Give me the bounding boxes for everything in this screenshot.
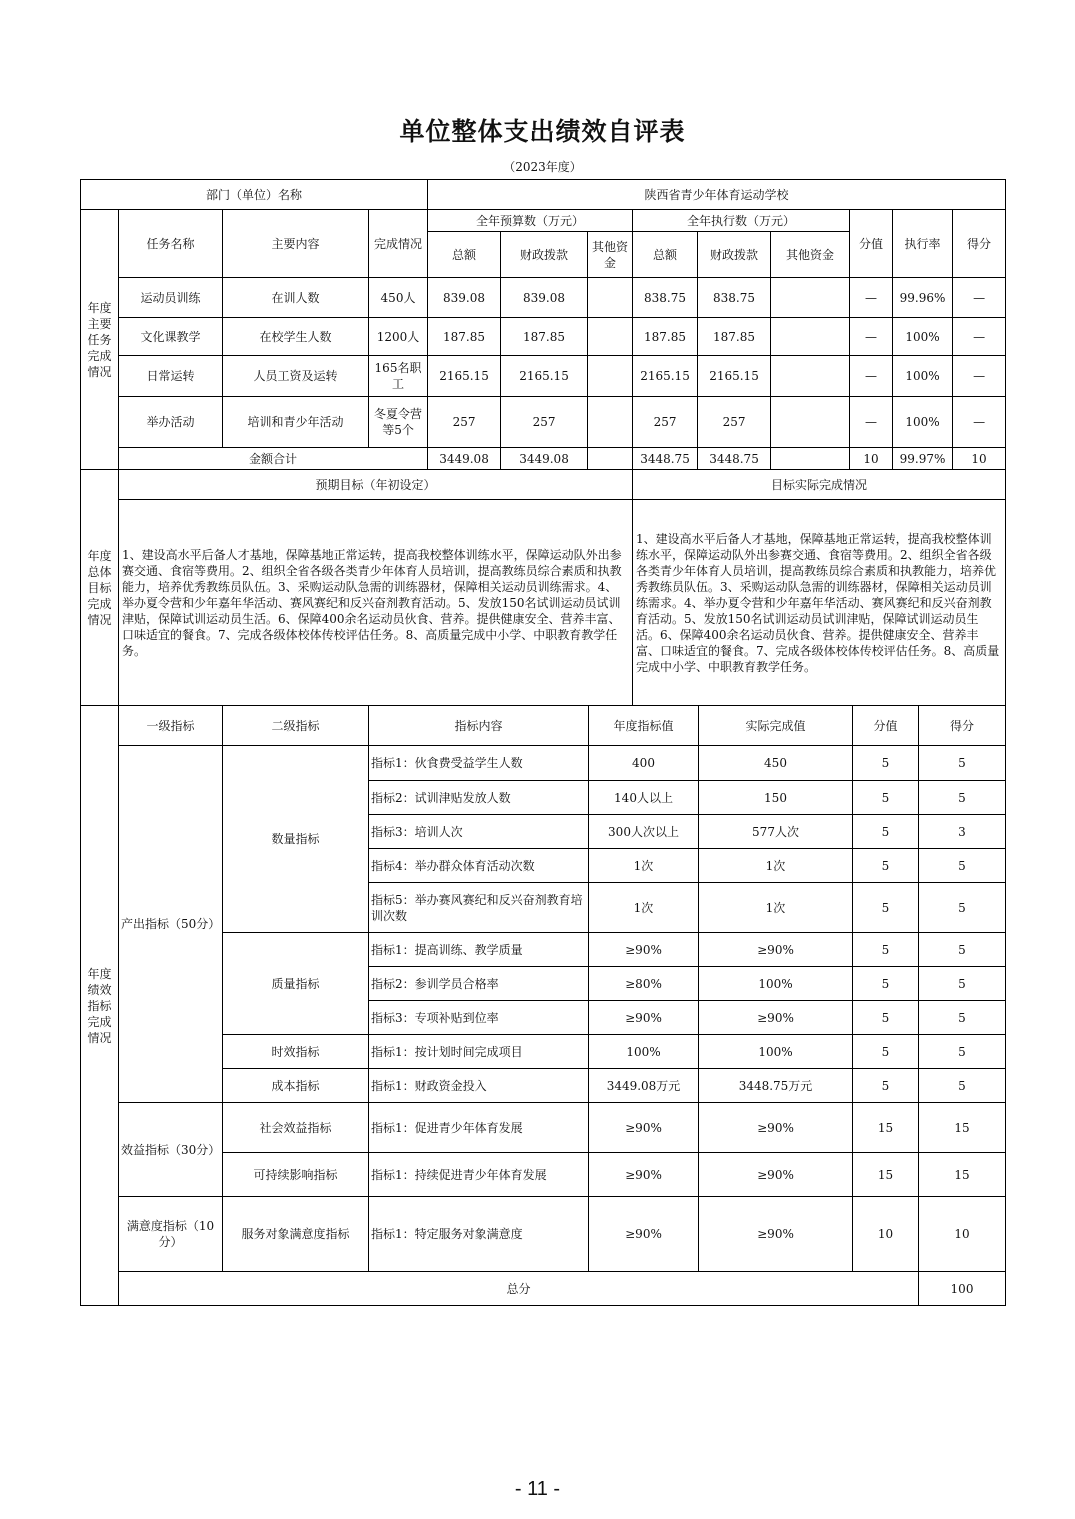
header-indicator-content: 指标内容 bbox=[369, 706, 589, 746]
exec-fiscal: 187.85 bbox=[698, 318, 771, 356]
indicator-target: 300人次以上 bbox=[589, 815, 699, 849]
header-budget-other: 其他资金 bbox=[588, 232, 633, 278]
indicator-score: 5 bbox=[919, 933, 1006, 967]
indicator-content: 指标1：特定服务对象满意度 bbox=[369, 1197, 589, 1272]
budget-total: 257 bbox=[428, 397, 501, 448]
score-value: — bbox=[850, 318, 893, 356]
exec-fiscal: 838.75 bbox=[698, 278, 771, 318]
indicator-value: 5 bbox=[853, 1069, 919, 1103]
task-content: 培训和青少年活动 bbox=[223, 397, 369, 448]
indicator-actual: 3448.75万元 bbox=[699, 1069, 853, 1103]
task-name: 举办活动 bbox=[119, 397, 223, 448]
exec-rate: 100% bbox=[893, 397, 953, 448]
table-row bbox=[81, 278, 1006, 318]
group-quality: 质量指标 bbox=[223, 933, 369, 1035]
indicator-score: 5 bbox=[919, 1069, 1006, 1103]
exec-total: 2165.15 bbox=[633, 356, 698, 397]
exec-total: 838.75 bbox=[633, 278, 698, 318]
budget-fiscal: 839.08 bbox=[501, 278, 588, 318]
indicator-score: 3 bbox=[919, 815, 1006, 849]
sum-score-value: 10 bbox=[850, 448, 893, 470]
indicator-value: 5 bbox=[853, 883, 919, 933]
table-row bbox=[81, 397, 1006, 448]
header-main-content: 主要内容 bbox=[223, 210, 369, 278]
indicator-score: 5 bbox=[919, 746, 1006, 781]
section1-label: 年度主要任务完成情况 bbox=[81, 210, 119, 470]
header-exec-other: 其他资金 bbox=[771, 232, 850, 278]
planned-goals-text: 1、建设高水平后备人才基地，保障基地正常运转，提高我校整体训练水平，保障运动队外出参赛交通、食宿等费用。2、组织全省各级各类青少年体育人员培训，提高教练员综合素质和执教能力，培养优秀教练员队伍。3、采购运动队急需的训练器材，保障相关运动员训练需求。4、举办夏令营和少年嘉年华活动、赛风赛纪和反兴奋剂教育活动。5、发放150名试训运动员试训津贴，保障试训运动员生活。6、保障400余名运动员伙食、营养。提供健康安全、营养丰富、口味适宜的餐食。7、完成各级体校体传校评估任务。8、高质量完成中小学、中职教育教学任务。 bbox=[119, 500, 633, 706]
group-cost: 成本指标 bbox=[223, 1069, 369, 1103]
goals-table bbox=[80, 469, 1006, 706]
header-score-value: 分值 bbox=[850, 210, 893, 278]
indicator-target: 140人以上 bbox=[589, 781, 699, 815]
indicator-actual: ≥90% bbox=[699, 1153, 853, 1197]
table-row bbox=[81, 1103, 1006, 1153]
indicator-content: 指标3：专项补贴到位率 bbox=[369, 1001, 589, 1035]
exec-total: 187.85 bbox=[633, 318, 698, 356]
indicator-score: 15 bbox=[919, 1153, 1006, 1197]
indicator-value: 15 bbox=[853, 1153, 919, 1197]
group-output: 产出指标（50分） bbox=[119, 746, 223, 1103]
indicator-actual: 100% bbox=[699, 967, 853, 1001]
section2-label: 年度总体目标完成情况 bbox=[81, 470, 119, 706]
sum-label: 金额合计 bbox=[119, 448, 428, 470]
indicator-score: 15 bbox=[919, 1103, 1006, 1153]
table-row bbox=[81, 318, 1006, 356]
indicator-content: 指标3：培训人次 bbox=[369, 815, 589, 849]
indicator-actual: ≥90% bbox=[699, 933, 853, 967]
table-row bbox=[81, 746, 1006, 781]
header-exec-rate: 执行率 bbox=[893, 210, 953, 278]
indicator-target: ≥90% bbox=[589, 1001, 699, 1035]
actual-goals-text: 1、建设高水平后备人才基地，保障基地正常运转，提高我校整体训练水平，保障运动队外出参赛交通、食宿等费用。2、组织全省各级各类青少年体育人员培训，提高教练员综合素质和执教能力，培养优秀教练员队伍。3、采购运动队急需的训练器材，保障相关运动员训练需求。4、举办夏令营和少年嘉年华活动、赛风赛纪和反兴奋剂教育活动。5、发放150名试训运动员试训津贴，保障试训运动员生活。6、保障400余名运动员伙食、营养。提供健康安全、营养丰富、口味适宜的餐食。7、完成各级体校体传校评估任务。8、高质量完成中小学、中职教育教学任务。 bbox=[633, 500, 1006, 706]
budget-total: 2165.15 bbox=[428, 356, 501, 397]
section3-label: 年度绩效指标完成情况 bbox=[81, 706, 119, 1306]
exec-total: 257 bbox=[633, 397, 698, 448]
indicator-content: 指标1：促进青少年体育发展 bbox=[369, 1103, 589, 1153]
total-value: 100 bbox=[919, 1272, 1006, 1306]
indicator-actual: 150 bbox=[699, 781, 853, 815]
indicator-actual: ≥90% bbox=[699, 1001, 853, 1035]
dept-label: 部门（单位）名称 bbox=[81, 180, 428, 210]
task-name: 文化课教学 bbox=[119, 318, 223, 356]
exec-other bbox=[771, 356, 850, 397]
indicator-score: 5 bbox=[919, 967, 1006, 1001]
exec-rate: 100% bbox=[893, 356, 953, 397]
score: — bbox=[953, 278, 1006, 318]
sum-exec-total: 3448.75 bbox=[633, 448, 698, 470]
task-name: 日常运转 bbox=[119, 356, 223, 397]
budget-fiscal: 2165.15 bbox=[501, 356, 588, 397]
score: — bbox=[953, 397, 1006, 448]
indicator-score: 5 bbox=[919, 781, 1006, 815]
indicator-content: 指标2：试训津贴发放人数 bbox=[369, 781, 589, 815]
budget-other bbox=[588, 397, 633, 448]
sum-exec-rate: 99.97% bbox=[893, 448, 953, 470]
indicator-actual: 450 bbox=[699, 746, 853, 781]
indicator-target: 100% bbox=[589, 1035, 699, 1069]
actual-header: 目标实际完成情况 bbox=[633, 470, 1006, 500]
header-score: 得分 bbox=[919, 706, 1006, 746]
group-service: 服务对象满意度指标 bbox=[223, 1197, 369, 1272]
indicator-value: 5 bbox=[853, 1035, 919, 1069]
group-social: 社会效益指标 bbox=[223, 1103, 369, 1153]
exec-rate: 100% bbox=[893, 318, 953, 356]
header-completion: 完成情况 bbox=[369, 210, 428, 278]
group-benefit: 效益指标（30分） bbox=[119, 1103, 223, 1197]
page-title: 单位整体支出绩效自评表 bbox=[399, 117, 686, 146]
indicator-actual: ≥90% bbox=[699, 1197, 853, 1272]
indicator-actual: 1次 bbox=[699, 849, 853, 883]
exec-fiscal: 257 bbox=[698, 397, 771, 448]
header-target: 年度指标值 bbox=[589, 706, 699, 746]
fiscal-year: （2023年度） bbox=[503, 160, 582, 174]
task-done: 冬夏令营等5个 bbox=[369, 397, 428, 448]
indicator-value: 5 bbox=[853, 815, 919, 849]
sum-budget-fiscal: 3449.08 bbox=[501, 448, 588, 470]
task-done: 1200人 bbox=[369, 318, 428, 356]
header-exec-fiscal: 财政拨款 bbox=[698, 232, 771, 278]
score-value: — bbox=[850, 356, 893, 397]
indicator-score: 5 bbox=[919, 849, 1006, 883]
table-row bbox=[81, 356, 1006, 397]
task-done: 450人 bbox=[369, 278, 428, 318]
total-label: 总分 bbox=[119, 1272, 919, 1306]
page-number: - 11 - bbox=[514, 1478, 561, 1500]
indicator-content: 指标4：举办群众体育活动次数 bbox=[369, 849, 589, 883]
header-level1: 一级指标 bbox=[119, 706, 223, 746]
indicator-actual: ≥90% bbox=[699, 1103, 853, 1153]
score: — bbox=[953, 356, 1006, 397]
indicator-score: 5 bbox=[919, 883, 1006, 933]
indicator-value: 15 bbox=[853, 1103, 919, 1153]
total-row bbox=[81, 1272, 1006, 1306]
budget-fiscal: 187.85 bbox=[501, 318, 588, 356]
table-row bbox=[81, 1197, 1006, 1272]
indicator-content: 指标1：提高训练、教学质量 bbox=[369, 933, 589, 967]
header-score: 得分 bbox=[953, 210, 1006, 278]
indicator-score: 10 bbox=[919, 1197, 1006, 1272]
indicator-target: ≥90% bbox=[589, 1103, 699, 1153]
task-content: 在校学生人数 bbox=[223, 318, 369, 356]
indicator-content: 指标2：参训学员合格率 bbox=[369, 967, 589, 1001]
indicator-score: 5 bbox=[919, 1001, 1006, 1035]
score-value: — bbox=[850, 278, 893, 318]
budget-other bbox=[588, 278, 633, 318]
indicator-target: 1次 bbox=[589, 883, 699, 933]
indicator-value: 10 bbox=[853, 1197, 919, 1272]
task-content: 人员工资及运转 bbox=[223, 356, 369, 397]
score-value: — bbox=[850, 397, 893, 448]
dept-name: 陕西省青少年体育运动学校 bbox=[428, 180, 1006, 210]
budget-other bbox=[588, 318, 633, 356]
indicator-target: 400 bbox=[589, 746, 699, 781]
task-content: 在训人数 bbox=[223, 278, 369, 318]
group-quantity: 数量指标 bbox=[223, 746, 369, 933]
group-satisfaction: 满意度指标（10分） bbox=[119, 1197, 223, 1272]
sum-exec-fiscal: 3448.75 bbox=[698, 448, 771, 470]
exec-other bbox=[771, 318, 850, 356]
sum-budget-total: 3449.08 bbox=[428, 448, 501, 470]
indicators-table bbox=[80, 705, 1006, 1306]
header-budget-fiscal: 财政拨款 bbox=[501, 232, 588, 278]
task-done: 165名职工 bbox=[369, 356, 428, 397]
header-level2: 二级指标 bbox=[223, 706, 369, 746]
budget-total: 839.08 bbox=[428, 278, 501, 318]
indicator-content: 指标5：举办赛风赛纪和反兴奋剂教育培训次数 bbox=[369, 883, 589, 933]
indicator-content: 指标1：伙食费受益学生人数 bbox=[369, 746, 589, 781]
indicator-value: 5 bbox=[853, 933, 919, 967]
indicator-target: ≥90% bbox=[589, 933, 699, 967]
header-value: 分值 bbox=[853, 706, 919, 746]
indicator-actual: 1次 bbox=[699, 883, 853, 933]
indicator-score: 5 bbox=[919, 1035, 1006, 1069]
header-exec-total: 总额 bbox=[633, 232, 698, 278]
budget-fiscal: 257 bbox=[501, 397, 588, 448]
sum-row bbox=[81, 448, 1006, 470]
task-name: 运动员训练 bbox=[119, 278, 223, 318]
indicator-actual: 577人次 bbox=[699, 815, 853, 849]
indicator-value: 5 bbox=[853, 967, 919, 1001]
header-budget-group: 全年预算数（万元） bbox=[428, 210, 633, 232]
tasks-table bbox=[80, 179, 1006, 470]
exec-rate: 99.96% bbox=[893, 278, 953, 318]
header-actual: 实际完成值 bbox=[699, 706, 853, 746]
indicator-target: ≥90% bbox=[589, 1153, 699, 1197]
sum-score: 10 bbox=[953, 448, 1006, 470]
indicator-value: 5 bbox=[853, 1001, 919, 1035]
indicator-target: ≥90% bbox=[589, 1197, 699, 1272]
budget-total: 187.85 bbox=[428, 318, 501, 356]
score: — bbox=[953, 318, 1006, 356]
indicator-actual: 100% bbox=[699, 1035, 853, 1069]
indicator-value: 5 bbox=[853, 849, 919, 883]
group-timeliness: 时效指标 bbox=[223, 1035, 369, 1069]
exec-other bbox=[771, 397, 850, 448]
indicator-content: 指标1：持续促进青少年体育发展 bbox=[369, 1153, 589, 1197]
indicator-content: 指标1：财政资金投入 bbox=[369, 1069, 589, 1103]
indicator-value: 5 bbox=[853, 781, 919, 815]
header-exec-group: 全年执行数（万元） bbox=[633, 210, 850, 232]
indicator-target: 1次 bbox=[589, 849, 699, 883]
header-task-name: 任务名称 bbox=[119, 210, 223, 278]
budget-other bbox=[588, 356, 633, 397]
indicator-content: 指标1：按计划时间完成项目 bbox=[369, 1035, 589, 1069]
exec-other bbox=[771, 278, 850, 318]
group-sustain: 可持续影响指标 bbox=[223, 1153, 369, 1197]
indicator-value: 5 bbox=[853, 746, 919, 781]
planned-header: 预期目标（年初设定） bbox=[119, 470, 633, 500]
indicator-target: ≥80% bbox=[589, 967, 699, 1001]
header-budget-total: 总额 bbox=[428, 232, 501, 278]
indicator-target: 3449.08万元 bbox=[589, 1069, 699, 1103]
exec-fiscal: 2165.15 bbox=[698, 356, 771, 397]
